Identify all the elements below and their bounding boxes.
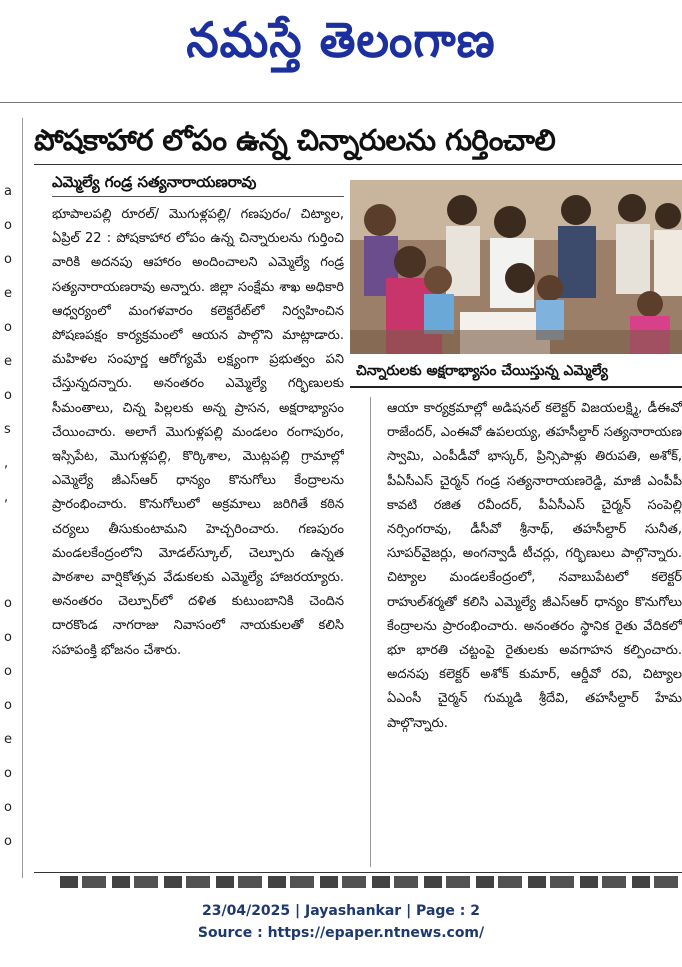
- next-article-headline-fragment: [60, 872, 682, 888]
- footer-edition-info: 23/04/2025 | Jayashankar | Page : 2: [202, 903, 480, 919]
- article-body-right: ఆయా కార్యక్రమాల్లో అడిషనల్ కలెక్టర్ విజయలక్ష్మి, డీఈవో రాజేందర్, ఎంఈవో ఉపలయ్య, తహసీల్దార్ సత్యనారాయణ స్వామి, ఎంపీడీవో భాస్కర్, ప్రిన్సిపాళ్లు తిరుపతి, అశోక్, పీఏసీఎస్ చైర్మన్ గండ్ర సత్యనారాయణరెడ్డి, మాజీ ఎంపీపీ కావటి రజిత రవీందర్, పీఏసీఎస్ చైర్మన్ సంపెల్లి నర్సింగరావు, డీసీవో శ్రీనాథ్, తహసీల్దార్ సునీత, సూపర్‌వైజర్లు, అంగన్వాడీ టీచర్లు, గర్భిణులు పాల్గొన్నారు. చిట్యాల మండలకేంద్రంలో, నవాబుపేటలో కలెక్టర్ రాహుల్‌శర్మతో కలిసి ఎమ్మెల్యే జీఎస్‌ఆర్ ధాన్యం కొనుగోలు కేంద్రాలను ప్రారంభించారు. అనంతరం స్థానిక రైతు వేదికలో భూ భారతి చట్టంపై రైతులకు అవగాహన కల్పించారు. అదనపు కలెక్టర్ అశోక్ కుమార్, ఆర్డీవో రవి, చిట్యాల ఏఎంసీ చైర్మన్ గుమ్మడి శ్రీదేవి, తహసీల్దార్ హేమ పాల్గొన్నారు.: [387, 401, 682, 731]
- photo-caption: చిన్నారులకు అక్షరాభ్యాసం చేయిస్తున్న ఎమ్మెల్యే: [350, 354, 682, 388]
- article-byline: ఎమ్మెల్యే గండ్ర సత్యనారాయణరావు: [52, 173, 257, 191]
- column-divider: [370, 397, 371, 867]
- masthead-title: నమస్తే తెలంగాణ: [186, 11, 496, 69]
- masthead: [0, 0, 682, 92]
- adjacent-column-fragment: a o o e o e o s , , o o o o e o o o: [0, 118, 23, 878]
- article-body-left: భూపాలపల్లి రూరల్/ మొగుళ్లపల్లి/ గణపురం/ చిట్యాల, ఏప్రిల్ 22 : పోషకాహార లోపం ఉన్న చిన్నారులను గుర్తించి వారికి అదనపు ఆహారం అందించాలని ఎమ్మెల్యే గండ్ర సత్యనారాయణరావు అన్నారు. జిల్లా సంక్షేమ శాఖ అధికారి ఆధ్వర్యంలో మంగళవారం కలెక్టరేట్‌లో నిర్వహించిన పోషణపక్షం కార్యక్రమంలో ఆయన పాల్గొని మాట్లాడారు. మహిళల సంపూర్ణ ఆరోగ్యమే లక్ష్యంగా ప్రభుత్వం పని చేస్తున్నదన్నారు. అనంతరం ఎమ్మెల్యే గర్భిణులకు సీమంతాలు, చిన్న పిల్లలకు అన్న ప్రాసన, అక్షరాభ్యాసం చేయించారు. అలాగే మొగుళ్లపల్లి మండలం రంగాపురం, ఇస్సిపేట, మొగుళ్లపల్లి, కొర్కిశాల, మొట్లపల్లి గ్రామాల్లో ఎమ్మెల్యే జీఎస్‌ఆర్ ధాన్యం కొనుగోలు కేంద్రాలను ప్రారంభించారు. కొనుగోలులో అక్రమాలు జరిగితే కఠిన చర్యలు తీసుకుంటామని హెచ్చరించారు. గణపురం మండలకేంద్రంలోని మోడల్‌స్కూల్, చెల్పూరు ఉన్నత పాఠశాల వార్షికోత్సవ వేడుకలకు ఎమ్మెల్యే హాజరయ్యారు. అనంతరం చెల్పూర్‌లో దళిత కుటుంబానికి చెందిన దారకొండ నాగరాజు నివాసంలో నాయకులతో కలిసి సహపంక్తి భోజనం చేశారు.: [52, 207, 344, 658]
- article-photo: [350, 180, 682, 354]
- footer-source: Source : https://epaper.ntnews.com/: [197, 925, 485, 941]
- byline-rule: [52, 196, 344, 197]
- article-headline: పోషకాహార లోపం ఉన్న చిన్నారులను గుర్తించాలి: [34, 123, 556, 157]
- headline-rule: [34, 164, 682, 165]
- page-footer: [0, 900, 682, 944]
- top-rule: [0, 102, 682, 103]
- photo-illustration: [350, 180, 682, 354]
